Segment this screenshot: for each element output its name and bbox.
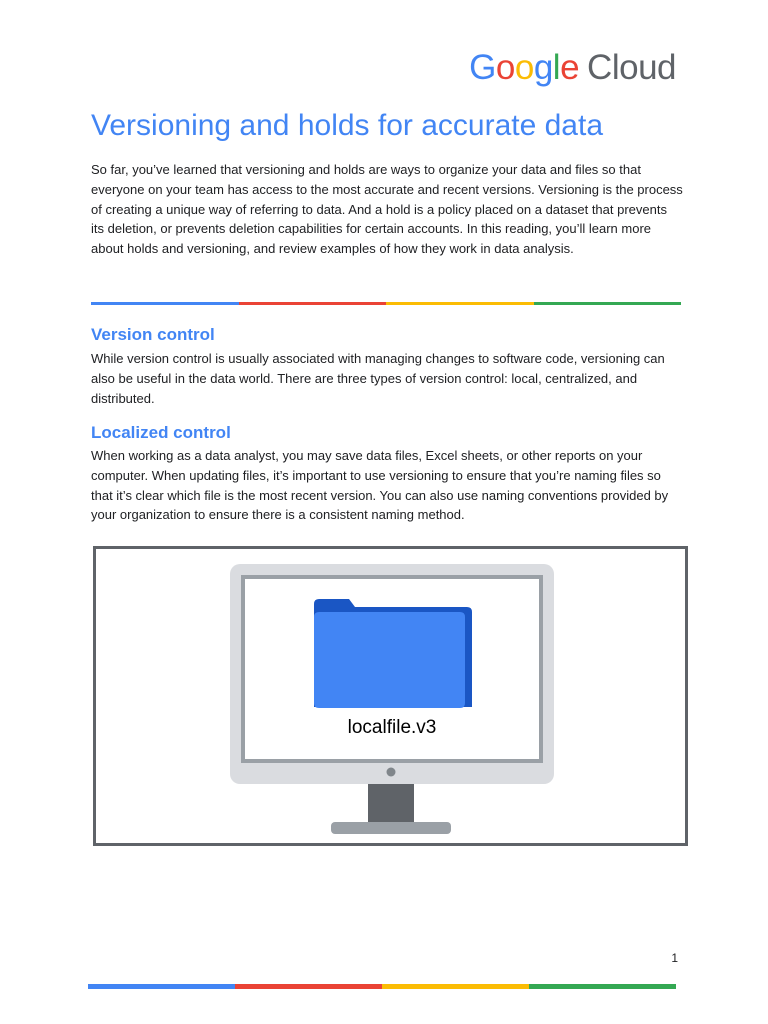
page-title: Versioning and holds for accurate data (91, 109, 604, 142)
paragraph-version-control: While version control is usually associated with managing changes to software code, versioning can also be useful in the data world. There are three types of version control: local, centralized, and distributed. (91, 351, 665, 406)
footer-stripe (88, 984, 676, 989)
logo-letter-o2: o (514, 48, 534, 87)
heading-version-control: Version control (91, 325, 215, 344)
monitor-illustration (96, 549, 685, 843)
logo-letter-l: l (552, 48, 561, 87)
page-number: 1 (671, 951, 678, 965)
logo-letter-o1: o (495, 48, 515, 87)
paragraph-localized-control: When working as a data analyst, you may save data files, Excel sheets, or other reports on your computer. When updating files, it’s important to use versioning to ensure that you’re naming files so that it’s clear which file is the most recent version. You can also use naming conventions provided by your organization to ensure there is a consistent naming method. (91, 448, 669, 523)
logo-product-name: Cloud (587, 48, 676, 87)
local-file-illustration (93, 546, 688, 846)
logo-letter-g2: g (533, 48, 553, 87)
heading-localized-control: Localized control (91, 423, 231, 442)
section-divider (91, 302, 681, 305)
intro-paragraph: So far, you’ve learned that versioning and holds are ways to organize your data and files so that everyone on your team has access to the most accurate and recent versions. Versioning is the process of creating a unique way of referring to data. And a hold is a policy placed on a dataset that prevents its deletion, or prevents deletion capabilities for certain accounts. In this reading, you’ll learn more about holds and versioning, and review examples of how they work in data analysis. (91, 162, 683, 257)
google-cloud-logo (469, 44, 676, 92)
logo-letter-e: e (560, 48, 580, 87)
logo-letter-g: G (469, 48, 496, 87)
file-label: localfile.v3 (347, 717, 437, 738)
folder-icon (314, 599, 472, 708)
